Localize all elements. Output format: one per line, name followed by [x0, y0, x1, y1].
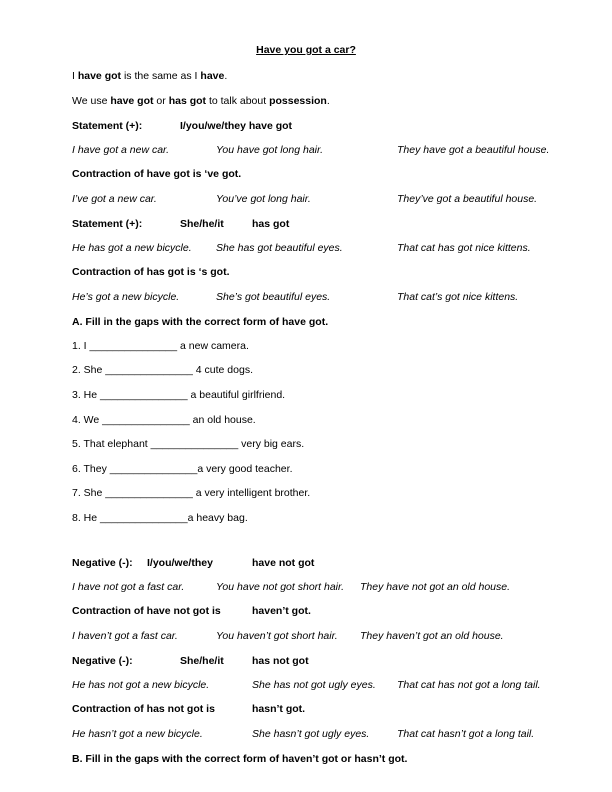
statement-verb: has got — [252, 218, 290, 230]
contraction-rule-label: Contraction of have not got is — [72, 605, 221, 617]
negative-label: Negative (-): — [72, 655, 133, 667]
negative-verb: have not got — [252, 557, 315, 569]
text: I — [72, 70, 78, 82]
example-sentence: You have not got short hair. — [216, 581, 345, 593]
exercise-item: 3. He _______________ a beautiful girlfriend. — [72, 389, 286, 401]
exercise-item: 4. We _______________ an old house. — [72, 414, 256, 426]
exercise-item: 2. She _______________ 4 cute dogs. — [72, 364, 253, 376]
bold-text: has got — [168, 95, 207, 107]
example-sentence: She has not got ugly eyes. — [252, 679, 376, 691]
negative-pronoun: I/you/we/they — [147, 557, 213, 569]
exercise-item: 5. That elephant _______________ very big ears. — [72, 438, 305, 450]
example-sentence: She has got beautiful eyes. — [216, 242, 343, 254]
example-sentence: You’ve got long hair. — [216, 193, 311, 205]
example-sentence: They’ve got a beautiful house. — [397, 193, 538, 205]
example-sentence: I have got a new car. — [72, 144, 170, 156]
example-sentence: You have got long hair. — [216, 144, 324, 156]
example-sentence: You haven’t got short hair. — [216, 630, 338, 642]
intro-line-1 — [72, 70, 227, 83]
text: is the same as I — [121, 70, 201, 82]
text: . — [326, 95, 330, 107]
negative-pronoun: She/he/it — [180, 655, 224, 667]
text: to talk about — [206, 95, 270, 107]
example-sentence: He hasn’t got a new bicycle. — [72, 728, 203, 740]
example-sentence: He’s got a new bicycle. — [72, 291, 180, 303]
text: We use — [72, 95, 111, 107]
example-sentence: I haven’t got a fast car. — [72, 630, 178, 642]
example-sentence: I have not got a fast car. — [72, 581, 185, 593]
example-sentence: He has not got a new bicycle. — [72, 679, 210, 691]
statement-form: I/you/we/they have got — [180, 120, 293, 132]
example-sentence: They haven’t got an old house. — [360, 630, 504, 642]
contraction-rule-label: Contraction of has not got is — [72, 703, 215, 715]
exercise-a-heading: A. Fill in the gaps with the correct form of have got. — [72, 316, 329, 328]
example-sentence: She’s got beautiful eyes. — [216, 291, 331, 303]
example-sentence: She hasn’t got ugly eyes. — [252, 728, 370, 740]
statement-label: Statement (+): — [72, 218, 143, 230]
example-sentence: They have got a beautiful house. — [397, 144, 550, 156]
example-sentence: I’ve got a new car. — [72, 193, 157, 205]
bold-text: possession — [269, 95, 327, 107]
contraction-rule-value: hasn’t got. — [252, 703, 306, 715]
exercise-item: 1. I _______________ a new camera. — [72, 340, 249, 352]
negative-verb: has not got — [252, 655, 309, 667]
text: or — [153, 95, 169, 107]
example-sentence: That cat has not got a long tail. — [397, 679, 541, 691]
exercise-item: 7. She _______________ a very intelligent brother. — [72, 487, 311, 499]
contraction-rule-value: haven’t got. — [252, 605, 311, 617]
bold-text: have got — [77, 70, 122, 82]
exercise-item: 6. They _______________a very good teacher. — [72, 463, 293, 475]
statement-label: Statement (+): — [72, 120, 143, 132]
example-sentence: He has got a new bicycle. — [72, 242, 192, 254]
page-title: Have you got a car? — [256, 44, 356, 56]
example-sentence: They have not got an old house. — [360, 581, 511, 593]
example-sentence: That cat has got nice kittens. — [397, 242, 531, 254]
bold-text: have — [200, 70, 225, 82]
example-sentence: That cat’s got nice kittens. — [397, 291, 519, 303]
example-sentence: That cat hasn’t got a long tail. — [397, 728, 535, 740]
contraction-rule: Contraction of have got is ‘ve got. — [72, 168, 242, 180]
statement-pronoun: She/he/it — [180, 218, 224, 230]
bold-text: have got — [110, 95, 154, 107]
exercise-item: 8. He _______________a heavy bag. — [72, 512, 248, 524]
exercise-b-heading: B. Fill in the gaps with the correct form of haven’t got or hasn’t got. — [72, 753, 408, 765]
text: . — [224, 70, 228, 82]
negative-label: Negative (-): — [72, 557, 133, 569]
contraction-rule: Contraction of has got is ‘s got. — [72, 266, 230, 278]
intro-line-2 — [72, 95, 330, 108]
